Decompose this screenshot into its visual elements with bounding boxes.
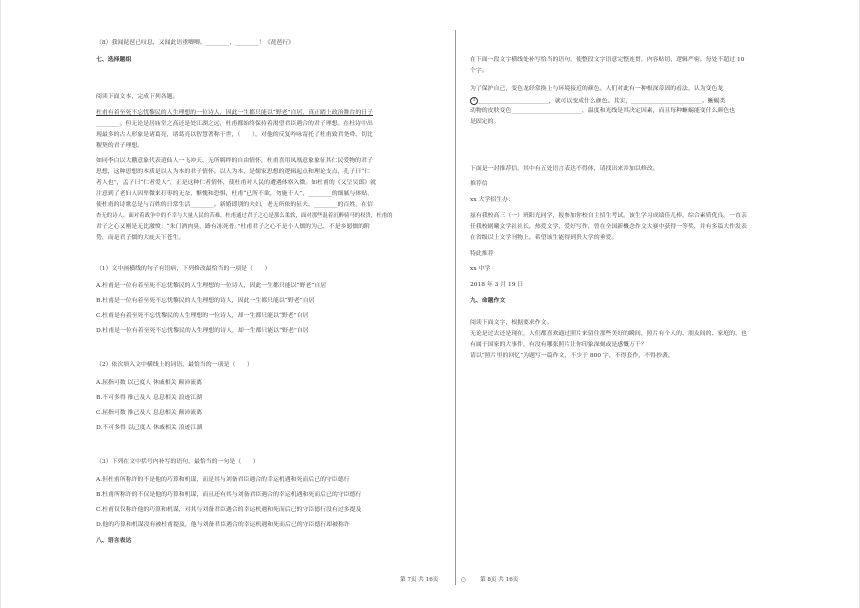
passage-line: 现最多的古人形象是诸葛亮，诸葛亮以智慧著称于世，（ ），对他的反复吟咏寄托了杜甫致君尧舜、切比 [96,132,373,138]
letter-instruction: 下面是一封推荐信，其中有五处语言表达不得体，请找出来并加以修改。 [470,166,659,172]
letter-date: 2018 年 3 月 19 日 [470,282,524,288]
passage-line: 君子之心又刚是无比激愤：“朱门酒肉臭，路有冻死骨。”杜甫君子之心不是小人儒的为己，不是乡愿儒的附 [96,224,371,230]
question-2-option-c[interactable]: C.屈指可数 推己及人 息息相关 颠沛流离 [96,410,203,416]
question-1-option-b[interactable]: B.杜甫是一位有着至死不忘忧黎民的人生理想的诗人，因此一生都只能以“野老”自居 [96,298,315,304]
section-7-heading: 七、选择题组 [96,56,132,63]
passage-line: 稷契的君子理想。 [96,143,144,149]
essay-prompt-line: 无论是过去还是现在，人们都喜欢通过照片来留住那些美好的瞬间，照片有个人的、朋友间的、家庭的，也 [470,331,747,337]
question-3-option-b[interactable]: B.杜甫所称许的不仅是他的巧算和机谋，而且还有其与刘备君臣遇合的幸运机遇和死而后已的守臣德行 [96,492,362,498]
task-instruction: 个字。 [470,68,488,74]
column-divider [455,30,456,585]
question-1-option-a[interactable]: A.杜甫是一位有着至死不忘忧黎民的人生理想的一位诗人，因此一生都只能以“野老”自居 [96,283,327,289]
question-1-option-d[interactable]: D.杜甫是一位有着至死不忘忧黎民的人生理想的诗人，却一生都只能以“野老”自居 [96,328,309,334]
question-1-option-c[interactable]: C.杜甫是有着至死不忘忧黎民的人生理想的一位诗人，却一生都只能以“野老”自居 [96,313,309,319]
letter-closing: 特此推荐 [470,251,494,257]
passage-line: 者人也”，孟子曰“仁者爱人”，正是这种仁者情怀，使杜甫对人民的遭遇体察入微。如杜甫的《又呈吴郎》就 [96,180,377,186]
essay-instruction: 阅读下面文字，根据要求作文。 [470,320,553,326]
question-3-option-d[interactable]: D.他的巧算和机谋没有被杜甫提及，他与刘备君臣遇合的幸运机遇和死而后已的守臣德行却被称许 [96,522,350,528]
reading-instruction: 阅读下面文本，完成下列各题。 [96,94,179,100]
question-2-stem: （2）依次填入文中横线上的词语，最恰当的一项是（ ） [96,362,253,368]
task-instruction: 在下面一段文字横线处补写恰当的语句，使整段文字语意完整连贯，内容贴切，逻辑严密。每处不超过 10 [470,57,745,63]
fill-blank-line: 是固定的。 [470,119,500,125]
section-8-heading: 八、语言表达 [96,537,132,544]
footer-dot: ○ [461,577,466,583]
passage-line: 如同李白以大鹏意象代表逍仙人一飞冲天、无所羁绊的自由情怀，杜甫喜用凤凰意象象征其仁民爱物的君子 [96,158,373,164]
fill-blank-line: 为了保护自己，变色龙经常换上与环境接近的颜色。人们对此有一种根深蒂固的看法，认为变色龙 [470,86,724,92]
question-1-stem: （1）文中画横线的句子有语病，下列修改最恰当的一项是（ ） [96,266,271,272]
passage-line [96,110,373,117]
question-2-option-d[interactable]: D.不可多得 以己度人 休戚相关 浪迹江湖 [96,425,203,431]
question-8: （8）我闻琵琶已叹息，又闻此语重唧唧。________，________！《琵琶行》 [96,40,295,46]
left-page-number: 第 7页 共 16页 [400,577,439,583]
passage-line: 注意到了老妇人因卑微来打枣的无奈、惭愧和恐惧，杜甫“已所不欲，勿施于人”，________的细腻与体贴， [96,191,373,197]
question-2-option-a[interactable]: A.屈指可数 以己度人 休戚相关 颠沛流离 [96,380,202,386]
underlined-sentence: 杜甫有着至死不忘忧黎民的人生理想的一位诗人，因此一生都只能以“野老”自居，真正踏上政治舞台的日子 [96,110,373,116]
fill-blank-line: 1 ________________________，就可以变成什么颜色。其实，________________________。蜥蜴类 [470,97,725,106]
letter-salutation: xx 大学招生办： [470,197,514,203]
passage-line: 势，而是君子儒的大庇天下苍生。 [96,235,185,241]
circled-number-1: 1 [470,97,478,105]
passage-line: 杏无的诗人。面对着战争中的不幸与大量人民的苦难，杜甫通过君子之心是那么柔软，面对那些混着沉醉骑马的权贵，杜甫的 [96,213,393,219]
section-9-heading: 九、命题作文 [470,297,506,304]
right-page-number: 第 8页 共 16页 [480,577,519,583]
letter-signer: xx 中学 [470,266,491,272]
passage-line: 使杜甫的诗歌总是与百姓的日常生活________。新婚即别的夫妇，老无所依的征夫，________的百姓，在信 [96,202,373,208]
question-3-option-a[interactable]: A.但杜甫所称许的不是他的巧算和机谋，而是其与刘备君臣遇合的幸运机遇和死而后已的守臣德行 [96,477,350,483]
letter-body-line: 在省级以上文学刊物上。希望该生能得到贵大学的垂爱。 [470,235,618,241]
essay-prompt-line: 有属于国家的大事件，有没有哪张照片让你印象深刻或是感慨万千？ [470,342,647,348]
letter-body-line: 任我校剧曦文学社社长，热爱文学，爱好写作，曾在全国新概念作文大赛中获得一等奖，并有多篇大作发表 [470,224,747,230]
question-2-option-b[interactable]: B.不可多得 推己及人 息息相关 浪迹江湖 [96,395,203,401]
question-3-option-c[interactable]: C.杜甫仅仅称许他的巧算和机谋，对其与刘备君臣遇合的幸运机遇和死而后已的守臣德行没有过多提及 [96,507,362,513]
question-3-stem: （3）下列在文中括号内补写的语句，最恰当的一句是（ ） [96,459,259,465]
letter-title: 推荐信 [470,181,488,187]
fill-blank-line: 动物的皮肤变色________________________，温度和光线是其决定因素，而且每种蜥蜴能变什么颜色也 [470,108,736,114]
passage-line: 思想，这种思想的本质是以人为本的君子情怀。以人为本，是儒家思想的逻辑起点和理论支点，孔子曰“仁 [96,169,370,175]
essay-requirement: 请以“照片里的回忆”为题写一篇作文，不少于 800 字，不得套作，不得抄袭。 [470,353,674,359]
letter-body-line: 兹有我校高三（一）班阳光同学，报参加你校自主招生考试。该生学习成绩佳儿棒，综合素质优良。一直亲 [470,213,747,219]
passage-line: ________。但无论是居庙堂之高还是处江湖之远，杜甫都始终保持着渴望君臣遇合的君子理想。在杜诗中出 [96,121,373,127]
